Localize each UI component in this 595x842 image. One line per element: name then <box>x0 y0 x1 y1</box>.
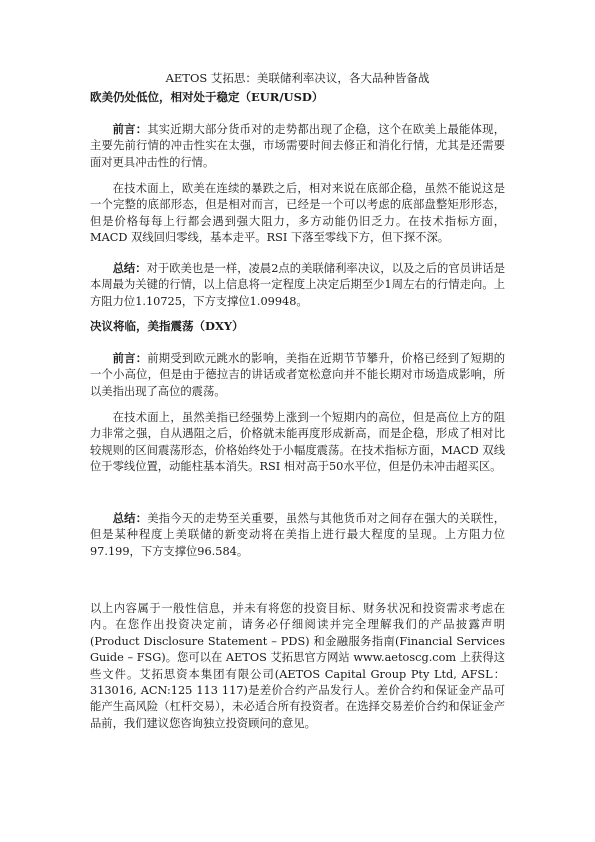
eurusd-preface-paragraph <box>90 121 505 171</box>
eurusd-summary-paragraph <box>90 260 505 310</box>
paragraph-text: 在技术面上，虽然美指已经强势上涨到一个短期内的高位，但是高位上方的阻力非常之强，自从遇阻之后，价格就未能再度形成新高，而是企稳，形成了相对比较规则的区间震荡形态，价格始终处于小幅度震荡。在技术指标方面，MACD 双线位于零线位置，动能柱基本消失。RSI 相对高于50水平位，但是仍未冲击超买区。 <box>90 411 505 474</box>
paragraph-text: 在技术面上，欧美在连续的暴跌之后，相对来说在底部企稳，虽然不能说这是一个完整的底部形态，但是相对而言，已经是一个可以考虑的底部盘整矩形形态，但是价格每每上行都会遇到强大阻力，多方动能仍旧乏力。在技术指标方面，MACD 双线回归零线，基本走平。RSI 下落至零线下方，但下探不深。 <box>90 182 505 245</box>
document-title: AETOS 艾拓思：美联储利率决议，各大品种皆备战 <box>165 71 430 85</box>
dxy-technical-paragraph <box>90 410 505 476</box>
section-heading-eurusd: 欧美仍处低位，相对处于稳定（EUR/USD） <box>90 90 324 104</box>
paragraph-lead: 前言： <box>112 122 148 136</box>
paragraph-lead: 总结： <box>112 261 147 275</box>
dxy-preface-paragraph <box>90 350 505 400</box>
paragraph-text: 前期受到欧元跳水的影响，美指在近期节节攀升，价格已经到了短期的一个小高位，但是由于德拉吉的讲话或者宽松意向并不能长期对市场造成影响，所以美指出现了高位的震荡。 <box>90 352 505 398</box>
dxy-summary-paragraph <box>90 510 505 560</box>
paragraph-text: 其实近期大部分货币对的走势都出现了企稳，这个在欧美上最能体现，主要先前行情的冲击性实在太强，市场需要时间去修正和消化行情，尤其是还需要面对更具冲击性的行情。 <box>90 123 505 169</box>
paragraph-lead: 总结： <box>112 511 148 525</box>
paragraph-text: 对于欧美也是一样，凌晨2点的美联储利率决议，以及之后的官员讲话是本周最为关键的行情，以上信息将一定程度上决定后期至少1周左右的行情走向。上方阻力位1.10725，下方支撑位1.09948。 <box>90 262 505 308</box>
paragraph-lead: 前言： <box>112 351 148 365</box>
section-heading-dxy: 决议将临，美指震荡（DXY） <box>90 319 244 333</box>
paragraph-text: 美指今天的走势至关重要，虽然与其他货币对之间存在强大的关联性，但是某种程度上美联储的新变动将在美指上进行最大程度的呈现。上方阻力位97.199，下方支撑位96.584。 <box>90 512 505 558</box>
legal-disclaimer: 以上内容属于一般性信息，并未有将您的投资目标、财务状况和投资需求考虑在内。在您作出投资决定前，请务必仔细阅读并完全理解我们的产品披露声明(Product Disclosure Statement – PDS) 和金融服务指南(Financial Services Guide – FSG)。您可以在 AETOS 艾拓思官方网站 www.aetoscg.com 上获得这些文件。艾拓思资本集团有限公司(AETOS Capital Group Pty Ltd, AFSL：313016, ACN:125 113 117)是差价合约产品发行人。差价合约和保证金产品可能产生高风险（杠杆交易），未必适合所有投资者。在选择交易差价合约和保证金产品前，我们建议您咨询独立投资顾问的意见。 <box>90 602 505 730</box>
eurusd-technical-paragraph <box>90 181 505 247</box>
